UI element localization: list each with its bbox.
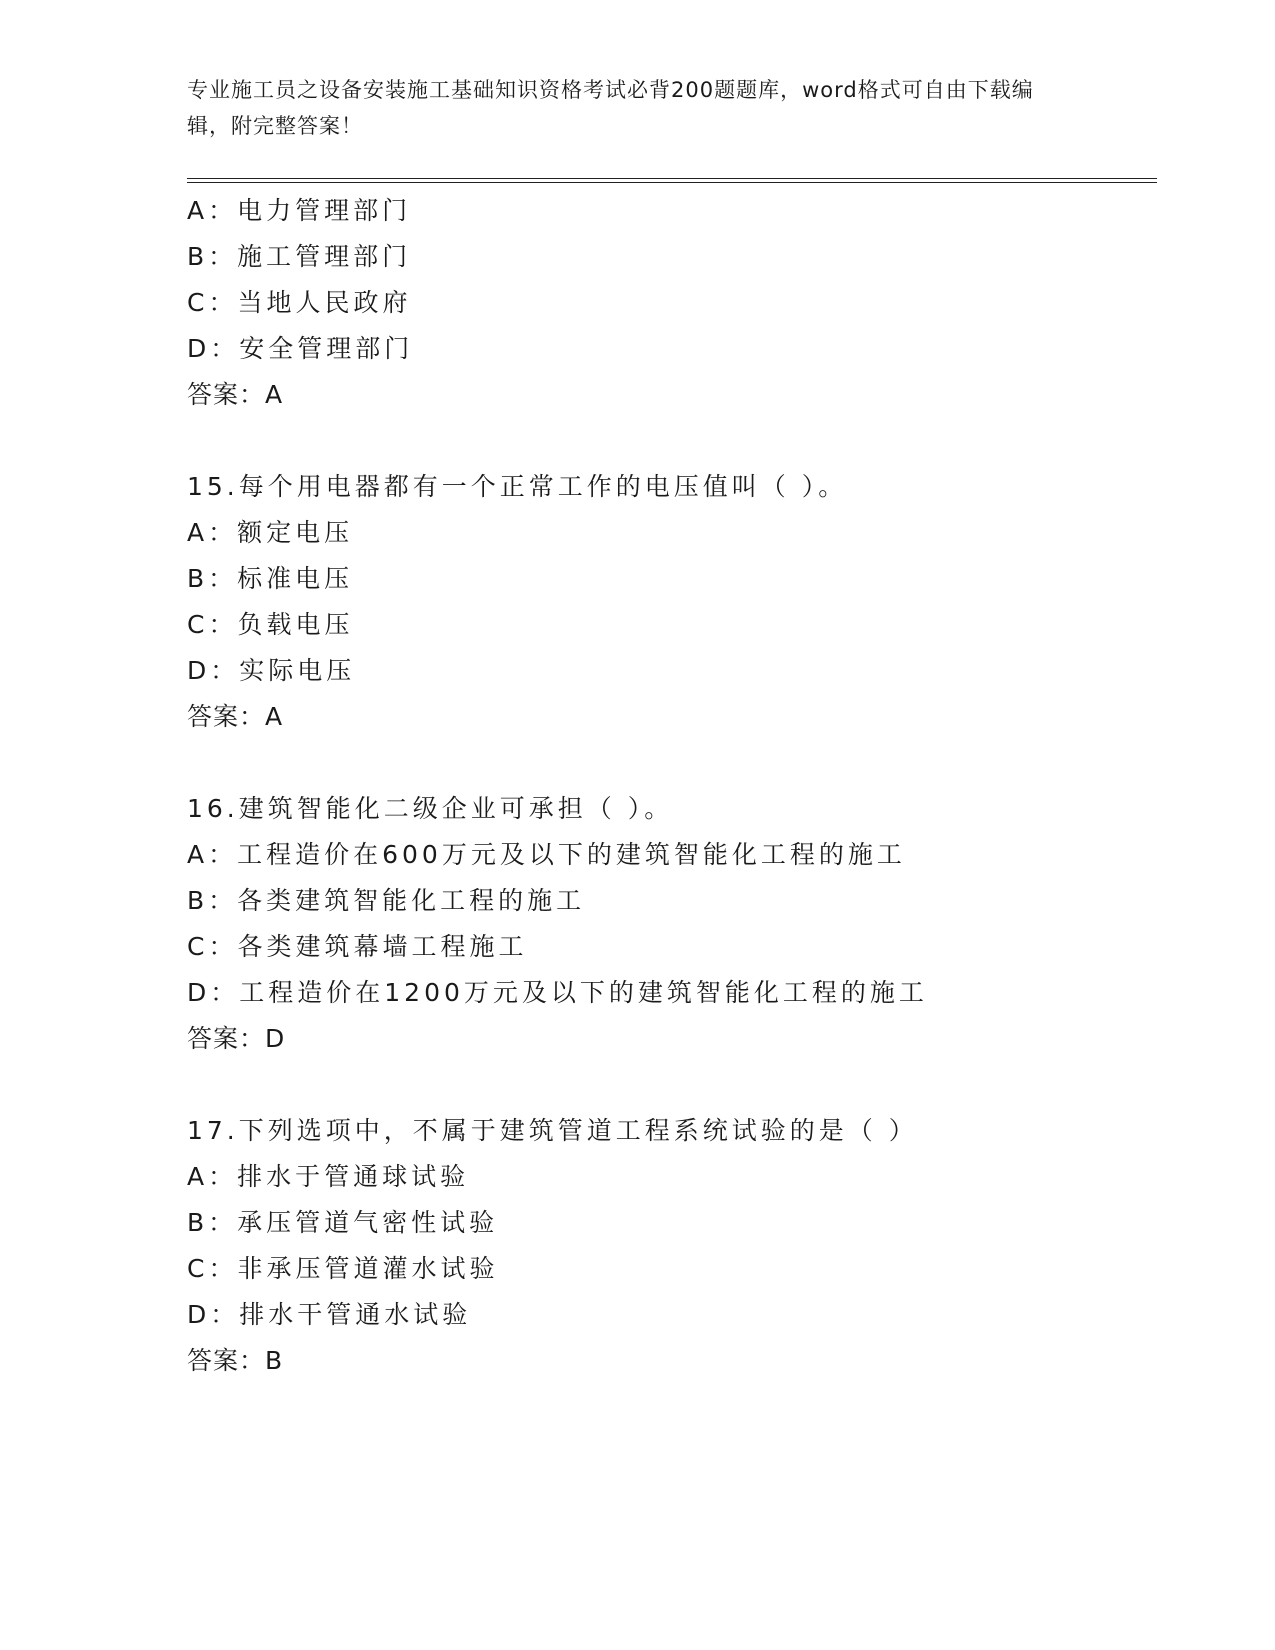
option-c: C：各类建筑幕墙工程施工 bbox=[187, 932, 528, 961]
option-a: A：排水于管通球试验 bbox=[187, 1162, 470, 1191]
document-title: 专业施工员之设备安装施工基础知识资格考试必背200题题库，word格式可自由下载编辑，附完整答案！ bbox=[187, 78, 1034, 138]
option-c: C：非承压管道灌水试验 bbox=[187, 1254, 499, 1283]
answer-line: 答案：B bbox=[187, 1346, 284, 1375]
option-d: D：排水干管通水试验 bbox=[187, 1300, 472, 1329]
spacer bbox=[187, 1062, 1157, 1108]
option-a: A：额定电压 bbox=[187, 518, 354, 547]
question-block-15 bbox=[187, 464, 1157, 740]
document-header bbox=[187, 72, 1067, 144]
spacer bbox=[187, 740, 1157, 786]
question-block-17 bbox=[187, 1108, 1157, 1384]
option-c: C：负载电压 bbox=[187, 610, 354, 639]
question-stem: 15.每个用电器都有一个正常工作的电压值叫（ ）。 bbox=[187, 472, 848, 501]
option-d: D：实际电压 bbox=[187, 656, 356, 685]
question-block-14 bbox=[187, 188, 1157, 418]
answer-line: 答案：A bbox=[187, 380, 284, 409]
option-d: D：工程造价在1200万元及以下的建筑智能化工程的施工 bbox=[187, 978, 928, 1007]
spacer bbox=[187, 418, 1157, 464]
question-stem: 17.下列选项中，不属于建筑管道工程系统试验的是（ ） bbox=[187, 1116, 918, 1145]
option-d: D：安全管理部门 bbox=[187, 334, 414, 363]
option-b: B：标准电压 bbox=[187, 564, 354, 593]
option-b: B：施工管理部门 bbox=[187, 242, 412, 271]
option-c: C：当地人民政府 bbox=[187, 288, 412, 317]
option-a: A：电力管理部门 bbox=[187, 196, 412, 225]
answer-line: 答案：A bbox=[187, 702, 284, 731]
question-list bbox=[187, 188, 1157, 1384]
answer-line: 答案：D bbox=[187, 1024, 286, 1053]
question-block-16 bbox=[187, 786, 1157, 1062]
header-divider bbox=[187, 178, 1157, 183]
question-stem: 16.建筑智能化二级企业可承担（ ）。 bbox=[187, 794, 674, 823]
option-a: A：工程造价在600万元及以下的建筑智能化工程的施工 bbox=[187, 840, 906, 869]
option-b: B：各类建筑智能化工程的施工 bbox=[187, 886, 586, 915]
option-b: B：承压管道气密性试验 bbox=[187, 1208, 499, 1237]
